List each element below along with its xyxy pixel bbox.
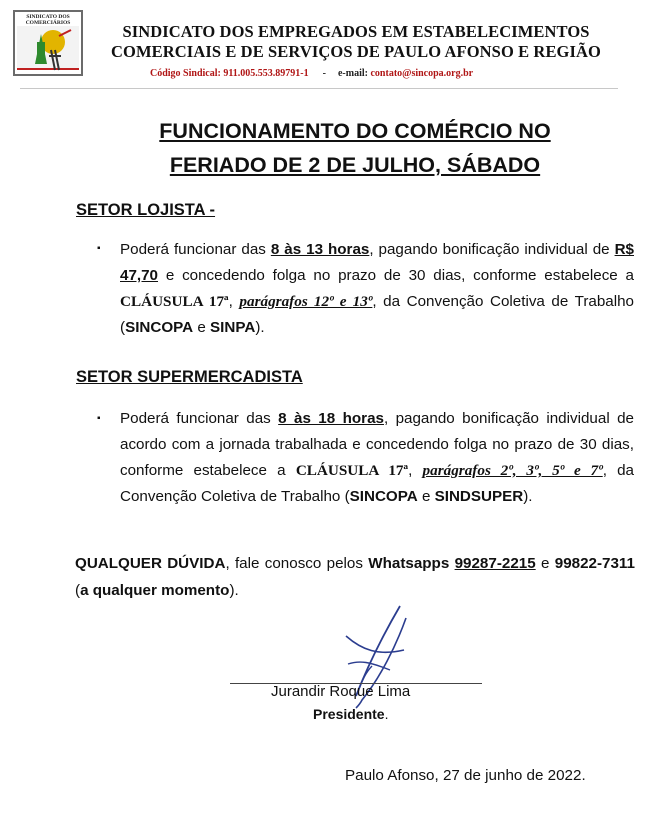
text-run: e concedendo folga no prazo de 30 dias, conforme estabelece a [158, 267, 634, 284]
place-and-date: Paulo Afonso, 27 de junho de 2022. [345, 767, 586, 784]
text-run: Poderá funcionar das [120, 241, 271, 258]
hours-lojista: 8 às 13 horas [270, 241, 370, 258]
logo-text-line2: COMERCIÁRIOS [25, 20, 71, 26]
text-run: e [193, 319, 211, 336]
logo-text-line1: SINDICATO DOS [26, 14, 70, 20]
title-line1: FUNCIONAMENTO DO COMÉRCIO NO [159, 119, 551, 143]
text-run: ( [75, 582, 81, 599]
text-run: , pagando bonificação individual de [369, 241, 615, 258]
text-run: , pagando bonificação individual de acordo com a jornada trabalhada e concedendo folga no prazo de 30 dias, conforme estabelece a [120, 410, 634, 479]
role-period: . [384, 706, 389, 722]
section-heading-supermercadista: SETOR SUPERMERCADISTA [76, 368, 303, 386]
text-run: , [228, 293, 240, 310]
paragraphs-reference: parágrafos 12º e 13º [239, 293, 373, 310]
bullet-marker: ▪ [97, 413, 101, 424]
letterhead-title [96, 22, 616, 62]
text-run: , da Convenção Coletiva de Trabalho ( [120, 462, 635, 505]
clause-reference: CLÁUSULA 17ª [120, 293, 229, 310]
contact-lead: QUALQUER DÚVIDA [75, 555, 226, 572]
phone-number-1: 99287-2215 [454, 555, 536, 572]
org-sinpa: SINPA [210, 319, 256, 336]
bonus-amount: R$ 47,70 [120, 241, 634, 284]
text-run: ). [229, 582, 239, 599]
hours-supermercadista: 8 às 18 horas [278, 410, 384, 427]
clause-reference: CLÁUSULA 17ª [295, 462, 409, 479]
section-lojista-paragraph [120, 237, 634, 341]
text-run: e [535, 555, 555, 572]
text-run: , [408, 462, 423, 479]
role-title: Presidente [313, 706, 385, 722]
section-heading-lojista: SETOR LOJISTA - [76, 201, 216, 219]
paragraphs-reference: parágrafos 2º, 3º, 5º e 7º [422, 462, 603, 479]
org-sincopa: SINCOPA [349, 488, 418, 505]
text-run: Poderá funcionar das [120, 410, 279, 427]
letterhead-contact [150, 68, 620, 79]
title-line2: FERIADO DE 2 DE JULHO, SÁBADO [169, 153, 541, 177]
letterhead-line1: SINDICATO DOS EMPREGADOS EM ESTABELECIMENTOS [122, 22, 590, 41]
bullet-marker: ▪ [97, 243, 101, 254]
union-logo [13, 10, 83, 76]
union-code: Código Sindical: 911.005.553.89791-1 [150, 68, 309, 79]
availability-note: a qualquer momento [80, 582, 230, 599]
header-divider [20, 88, 618, 89]
text-run: e [417, 488, 435, 505]
email-link[interactable]: contato@sincopa.org.br [370, 68, 474, 79]
text-run: , fale conosco pelos [225, 555, 369, 572]
email-label: e-mail: [337, 68, 371, 79]
contact-paragraph [75, 550, 635, 604]
contact-separator: - [322, 68, 326, 79]
letterhead-line2: COMERCIAIS E DE SERVIÇOS DE PAULO AFONSO E REGIÃO [111, 42, 601, 61]
text-run: ). [255, 319, 265, 336]
text-run: ). [523, 488, 533, 505]
whatsapp-label: Whatsapps [368, 555, 455, 572]
org-sindsuper: SINDSUPER [434, 488, 524, 505]
document-title [60, 114, 650, 182]
org-sincopa: SINCOPA [125, 319, 194, 336]
text-run: , da Convenção Coletiva de Trabalho ( [120, 293, 634, 336]
section-supermercadista-paragraph [120, 406, 634, 510]
signatory-name: Jurandir Roque Lima [271, 683, 411, 700]
phone-number-2: 99822-7311 [554, 555, 635, 572]
signatory-role [313, 706, 388, 722]
